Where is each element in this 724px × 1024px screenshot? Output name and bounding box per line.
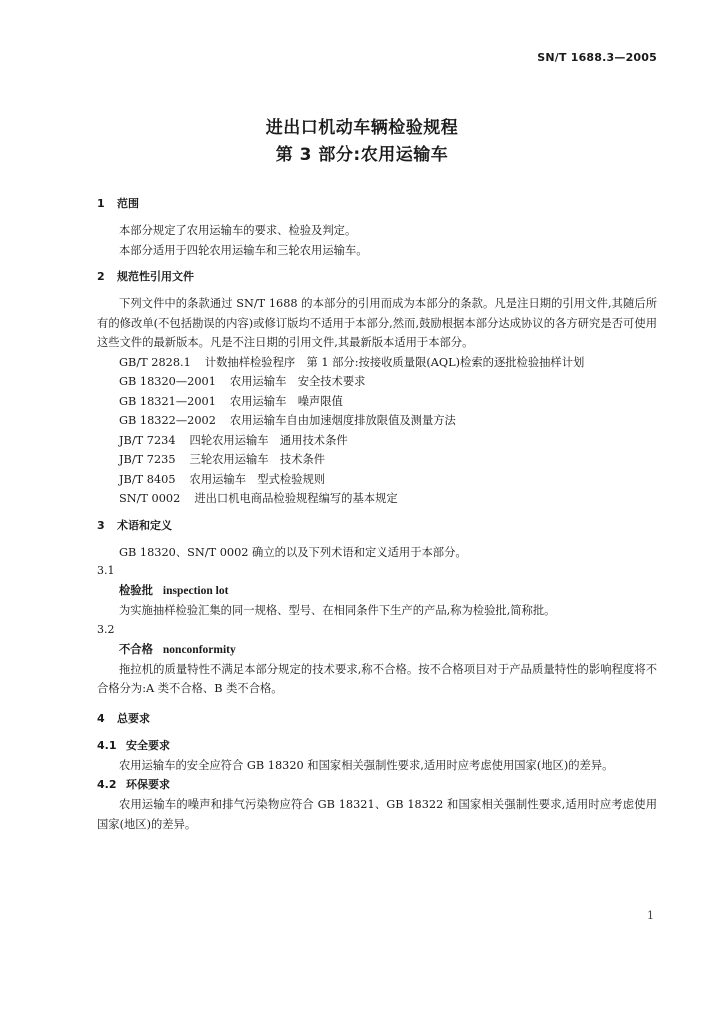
page-number: 1 [647,909,654,922]
document-title [0,115,724,169]
section-heading-general-requirements [97,709,657,729]
title-line-1: 进出口机动车辆检验规程 [265,118,459,138]
reference-code: GB/T 2828.1 [119,355,191,369]
reference-title: 农用运输车自由加速烟度排放限值及测量方法 [229,414,456,427]
reference-code: GB 18320—2001 [119,375,216,388]
section-title: 术语和定义 [117,518,172,532]
term-en: inspection lot [162,585,229,597]
reference-item [97,353,657,373]
reference-code: JB/T 8405 [119,472,176,486]
paragraph: 本部分规定了农用运输车的要求、检验及判定。 [119,224,357,237]
term-cn: 不合格 [119,641,153,656]
section-title: 总要求 [117,711,150,725]
title-line-2: 第 3 部分:农用运输车 [275,145,449,165]
section-title: 规范性引用文件 [117,270,194,283]
paragraph: 下列文件中的条款通过 SN/T 1688 的本部分的引用而成为本部分的条款。凡是注日期的引用文件,其随后所有的修改单(不包括勘误的内容)或修订版均不适用于本部分,然而,鼓励根据本部分达成协议的各方研究是否可使用这些文件的最新版本。凡是不注日期的引用文件,其最新版本适用于本部分。 [97,297,657,349]
subsection-title: 环保要求 [126,778,170,791]
subsection-number: 4.1 [97,738,117,752]
paragraph: 农用运输车的安全应符合 GB 18320 和国家相关强制性要求,适用时应考虑使用国家(地区)的差异。 [119,758,614,772]
reference-item [97,431,657,451]
reference-code: SN/T 0002 [119,492,181,505]
term-definition: 为实施抽样检验汇集的同一规格、型号、在相同条件下生产的产品,称为检验批,简称批。 [119,604,556,617]
reference-item [97,392,657,412]
term-cn: 检验批 [119,583,153,597]
term-definition: 拖拉机的质量特性不满足本部分规定的技术要求,称不合格。按不合格项目对于产品质量特性的影响程度将不合格分为:A 类不合格、B 类不合格。 [97,662,657,695]
standard-code: SN/T 1688.3—2005 [537,51,657,64]
reference-item [97,450,657,470]
reference-code: GB 18322—2002 [119,414,216,427]
reference-title: 四轮农用运输车 通用技术条件 [189,433,348,447]
section-number: 4 [97,711,105,725]
reference-title: 计数抽样检验程序 第 1 部分:按接收质量限(AQL)检索的逐批检验抽样计划 [204,355,585,369]
section-heading-normative-references [97,267,657,287]
section-heading-scope [97,194,657,214]
section-number: 1 [97,197,105,210]
reference-title: 农用运输车 安全技术要求 [229,375,366,388]
paragraph: GB 18320、SN/T 0002 确立的以及下列术语和定义适用于本部分。 [119,545,467,559]
term-number: 3.2 [97,622,115,636]
subsection-title: 安全要求 [126,738,170,752]
section-title: 范围 [117,197,139,210]
reference-title: 进出口机电商品检验规程编写的基本规定 [194,492,398,505]
section-number: 3 [97,518,105,532]
reference-title: 农用运输车 型式检验规则 [189,472,326,486]
reference-code: GB 18321—2001 [119,394,216,408]
reference-item [97,489,657,509]
paragraph: 本部分适用于四轮农用运输车和三轮农用运输车。 [119,243,368,257]
term-en: nonconformity [162,643,236,656]
section-heading-terms [97,516,657,536]
reference-title: 农用运输车 噪声限值 [229,394,343,408]
reference-title: 三轮农用运输车 技术条件 [189,453,326,466]
subsection-heading-environment [97,775,657,795]
paragraph: 农用运输车的噪声和排气污染物应符合 GB 18321、GB 18322 和国家相关强制性要求,适用时应考虑使用国家(地区)的差异。 [97,798,657,831]
reference-code: JB/T 7234 [119,433,176,447]
document-body [97,194,657,834]
reference-code: JB/T 7235 [119,453,176,466]
section-number: 2 [97,270,105,283]
reference-item [97,372,657,392]
term-number: 3.1 [97,564,115,577]
reference-item [97,411,657,431]
subsection-heading-safety [97,736,657,756]
term-entry [97,580,657,601]
subsection-number: 4.2 [97,778,117,791]
term-entry [97,639,657,660]
reference-item [97,470,657,490]
